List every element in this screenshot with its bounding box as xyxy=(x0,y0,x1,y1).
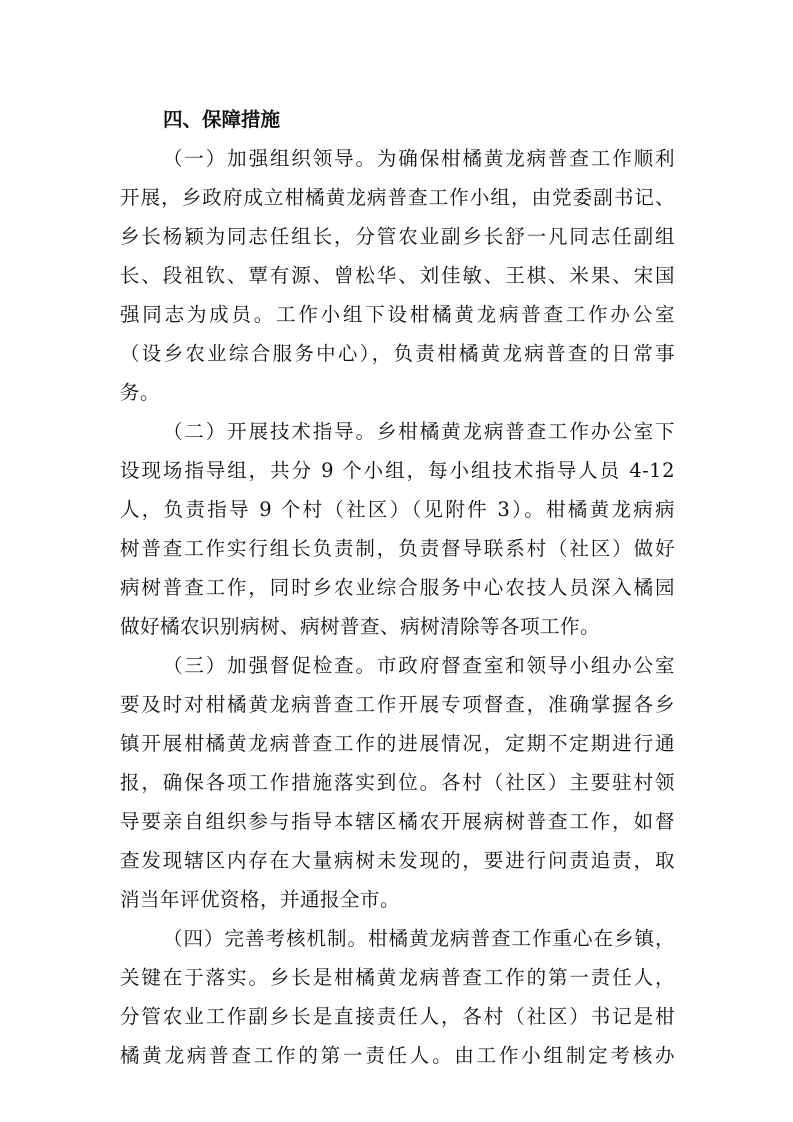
paragraph-line: 关键在于落实。乡长是柑橘黄龙病普查工作的第一责任人， xyxy=(120,966,675,989)
paragraph-line: 做好橘农识别病树、病树普查、病树清除等各项工作。 xyxy=(120,615,601,638)
paragraph-line: 镇开展柑橘黄龙病普查工作的进展情况，定期不定期进行通 xyxy=(120,732,675,755)
paragraph-line: （设乡农业综合服务中心），负责柑橘黄龙病普查的日常事 xyxy=(120,342,675,365)
paragraph-line: 橘黄龙病普查工作的第一责任人。由工作小组制定考核办 xyxy=(120,1044,675,1067)
paragraph-line: （四）完善考核机制。柑橘黄龙病普查工作重心在乡镇， xyxy=(163,927,675,950)
paragraph-line: 人，负责指导 9 个村（社区）（见附件 3）。柑橘黄龙病病 xyxy=(120,498,675,521)
paragraph-line: 报，确保各项工作措施落实到位。各村（社区）主要驻村领 xyxy=(120,771,675,794)
paragraph-line: 设现场指导组，共分 9 个小组，每小组技术指导人员 4-12 xyxy=(120,459,675,482)
paragraph-line: 要及时对柑橘黄龙病普查工作开展专项督查，准确掌握各乡 xyxy=(120,693,675,716)
paragraph-line: 分管农业工作副乡长是直接责任人，各村（社区）书记是柑 xyxy=(120,1005,675,1028)
paragraph-line: 导要亲自组织参与指导本辖区橘农开展病树普查工作，如督 xyxy=(120,810,675,833)
paragraph-line: 强同志为成员。工作小组下设柑橘黄龙病普查工作办公室 xyxy=(120,303,675,326)
paragraph-line: 乡长杨颖为同志任组长，分管农业副乡长舒一凡同志任副组 xyxy=(120,225,675,248)
paragraph-line: 树普查工作实行组长负责制，负责督导联系村（社区）做好 xyxy=(120,537,675,560)
section-heading: 四、保障措施 xyxy=(163,108,281,131)
paragraph-line: 消当年评优资格，并通报全市。 xyxy=(120,888,401,911)
paragraph-line: （三）加强督促检查。市政府督查室和领导小组办公室 xyxy=(163,654,675,677)
paragraph-line: 病树普查工作，同时乡农业综合服务中心农技人员深入橘园 xyxy=(120,576,675,599)
paragraph-line: 长、段祖钦、覃有源、曾松华、刘佳敏、王棋、米果、宋国 xyxy=(120,264,675,287)
paragraph-line: 开展，乡政府成立柑橘黄龙病普查工作小组，由党委副书记、 xyxy=(120,186,675,209)
paragraph-line: （二）开展技术指导。乡柑橘黄龙病普查工作办公室下 xyxy=(163,420,675,443)
paragraph-line: 查发现辖区内存在大量病树未发现的，要进行问责追责，取 xyxy=(120,849,675,872)
paragraph-line: 务。 xyxy=(120,381,161,404)
paragraph-line: （一）加强组织领导。为确保柑橘黄龙病普查工作顺利 xyxy=(163,147,675,170)
